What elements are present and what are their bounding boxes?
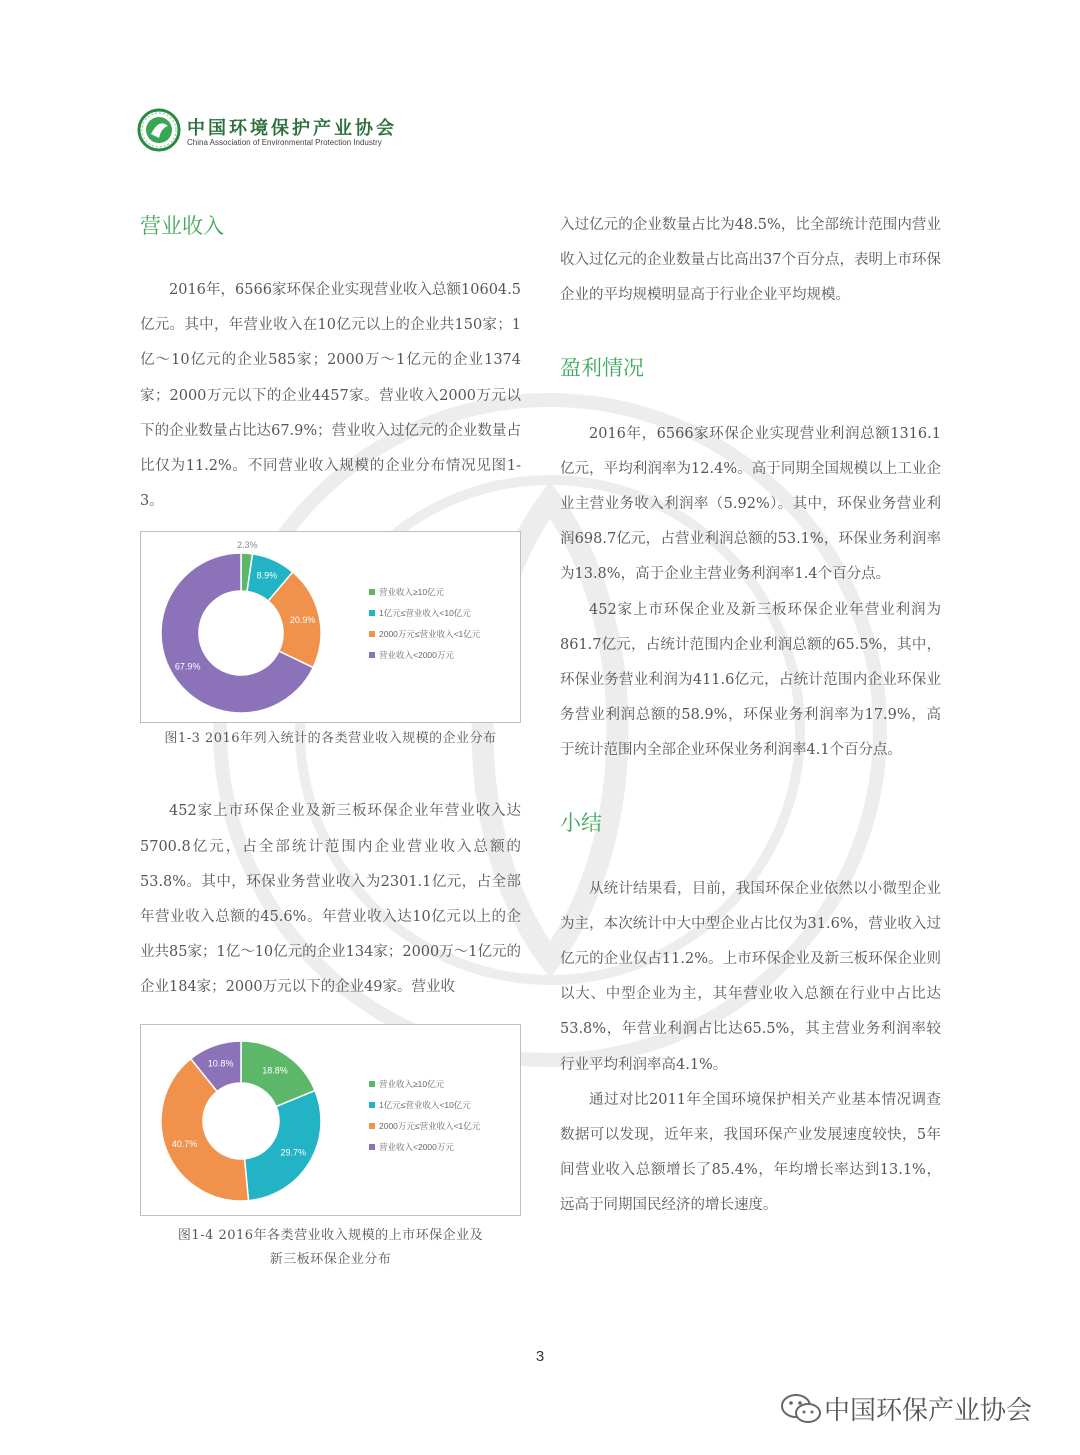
legend-item xyxy=(369,1074,480,1095)
legend-item xyxy=(369,623,480,644)
profit-paragraph-1: 2016年，6566家环保企业实现营业利润总额1316.1亿元，平均利润率为12.4%。高于同期全国规模以上工业企业主营业务收入利润率（5.92%）。其中，环保业务营业利润698.7亿元，占营业利润总额的53.1%，环保业务利润率为13.8%，高于企业主营业务利润率1.4个百分点。 xyxy=(560,425,941,583)
slice-value-label: 8.9% xyxy=(256,571,278,582)
slice-value-label: 20.9% xyxy=(289,615,316,626)
chart-1-legend xyxy=(369,581,480,665)
org-logo xyxy=(137,108,407,156)
legend-item xyxy=(369,644,480,665)
legend-item xyxy=(369,581,480,602)
figure-1-3-caption: 图1-3 2016年列入统计的各类营业收入规模的企业分布 xyxy=(164,731,497,747)
association-emblem-icon xyxy=(137,108,181,152)
legend-label: 营业收入≥10亿元 xyxy=(379,1079,445,1090)
org-name-en: China Association of Environmental Protection Industry xyxy=(187,138,382,147)
legend-label: 营业收入<2000万元 xyxy=(379,649,454,660)
legend-item xyxy=(369,602,480,623)
page-number: 3 xyxy=(535,1348,545,1365)
wechat-account-name: 中国环保产业协会 xyxy=(824,1396,1033,1426)
slice-value-label: 2.3% xyxy=(237,540,258,551)
summary-paragraph-2: 通过对比2011年全国环境保护相关产业基本情况调查数据可以发现，近年来，我国环保产业发展速度较快，5年间营业收入总额增长了85.4%，年均增长率达到13.1%，远高于同期国民经济的增长速度。 xyxy=(560,1091,941,1214)
right-column xyxy=(560,208,941,1224)
figure-1-4-caption-line-1: 图1-4 2016年各类营业收入规模的上市环保企业及 xyxy=(177,1227,484,1243)
legend-label: 1亿元≤营业收入<10亿元 xyxy=(379,607,471,618)
section-title-profit: 盈利情况 xyxy=(560,355,644,380)
revenue-paragraph-1: 2016年，6566家环保企业实现营业收入总额10604.5亿元。其中，年营业收入在10亿元以上的企业共150家；1亿～10亿元的企业585家；2000万～1亿元的企业1374家；2000万元以下的企业4457家。营业收入2000万元以下的企业数量占比达67.9%；营业收入过亿元的企业数量占比仅为11.2%。不同营业收入规模的企业分布情况见图1-3。 xyxy=(140,282,521,510)
legend-item xyxy=(369,1116,480,1137)
legend-item xyxy=(369,1095,480,1116)
figure-1-4-caption-line-2: 新三板环保企业分布 xyxy=(269,1251,392,1267)
slice-value-label: 40.7% xyxy=(171,1138,198,1149)
section-title-revenue: 营业收入 xyxy=(140,214,224,238)
profit-paragraph-2: 452家上市环保企业及新三板环保企业年营业利润为861.7亿元，占统计范围内企业利润总额的65.5%，其中，环保业务营业利润为411.6亿元，占统计范围内企业环保业务营业利润总额的58.9%，环保业务利润率为17.9%，高于统计范围内全部企业环保业务利润率4.1个百分点。 xyxy=(560,601,941,759)
slice-value-label: 18.8% xyxy=(262,1064,288,1075)
legend-label: 营业收入≥10亿元 xyxy=(379,586,445,597)
left-column xyxy=(140,210,521,1272)
legend-label: 1亿元≤营业收入<10亿元 xyxy=(379,1100,471,1111)
revenue-paragraph-2: 452家上市环保企业及新三板环保企业年营业收入达5700.8亿元，占全部统计范围内企业营业收入总额的53.8%。其中，环保业务营业收入为2301.1亿元，占全部年营业收入总额的45.6%。年营业收入达10亿元以上的企业共85家；1亿～10亿元的企业134家；2000万～1亿元的企业184家；2000万元以下的企业49家。营业收 xyxy=(140,803,521,996)
wechat-icon xyxy=(780,1392,824,1426)
wechat-watermark xyxy=(780,1390,1032,1427)
figure-1-3-chart xyxy=(140,531,521,723)
legend-item xyxy=(369,1137,480,1158)
org-name-cn: 中国环境保护产业协会 xyxy=(187,118,397,139)
chart-2-legend xyxy=(369,1074,480,1158)
slice-value-label: 67.9% xyxy=(174,662,201,673)
legend-label: 营业收入<2000万元 xyxy=(379,1142,454,1153)
legend-label: 2000万元≤营业收入<1亿元 xyxy=(379,628,481,639)
slice-value-label: 10.8% xyxy=(207,1058,234,1069)
figure-1-4-chart xyxy=(140,1024,521,1216)
summary-paragraph-1: 从统计结果看，目前，我国环保企业依然以小微型企业为主，本次统计中大中型企业占比仅为31.6%，营业收入过亿元的企业仅占11.2%。上市环保企业及新三板环保企业则以大、中型企业为主，其年营业收入总额在行业中占比达53.8%，年营业利润占比达65.5%，其主营业务利润率较行业平均利润率高4.1%。 xyxy=(560,880,941,1073)
slice-value-label: 29.7% xyxy=(280,1147,306,1158)
section-title-summary: 小结 xyxy=(560,810,602,835)
legend-label: 2000万元≤营业收入<1亿元 xyxy=(379,1121,481,1132)
donut-slice xyxy=(245,1090,321,1200)
revenue-paragraph-2-continued: 入过亿元的企业数量占比为48.5%，比全部统计范围内营业收入过亿元的企业数量占比高出37个百分点，表明上市环保企业的平均规模明显高于行业企业平均规模。 xyxy=(560,217,941,304)
